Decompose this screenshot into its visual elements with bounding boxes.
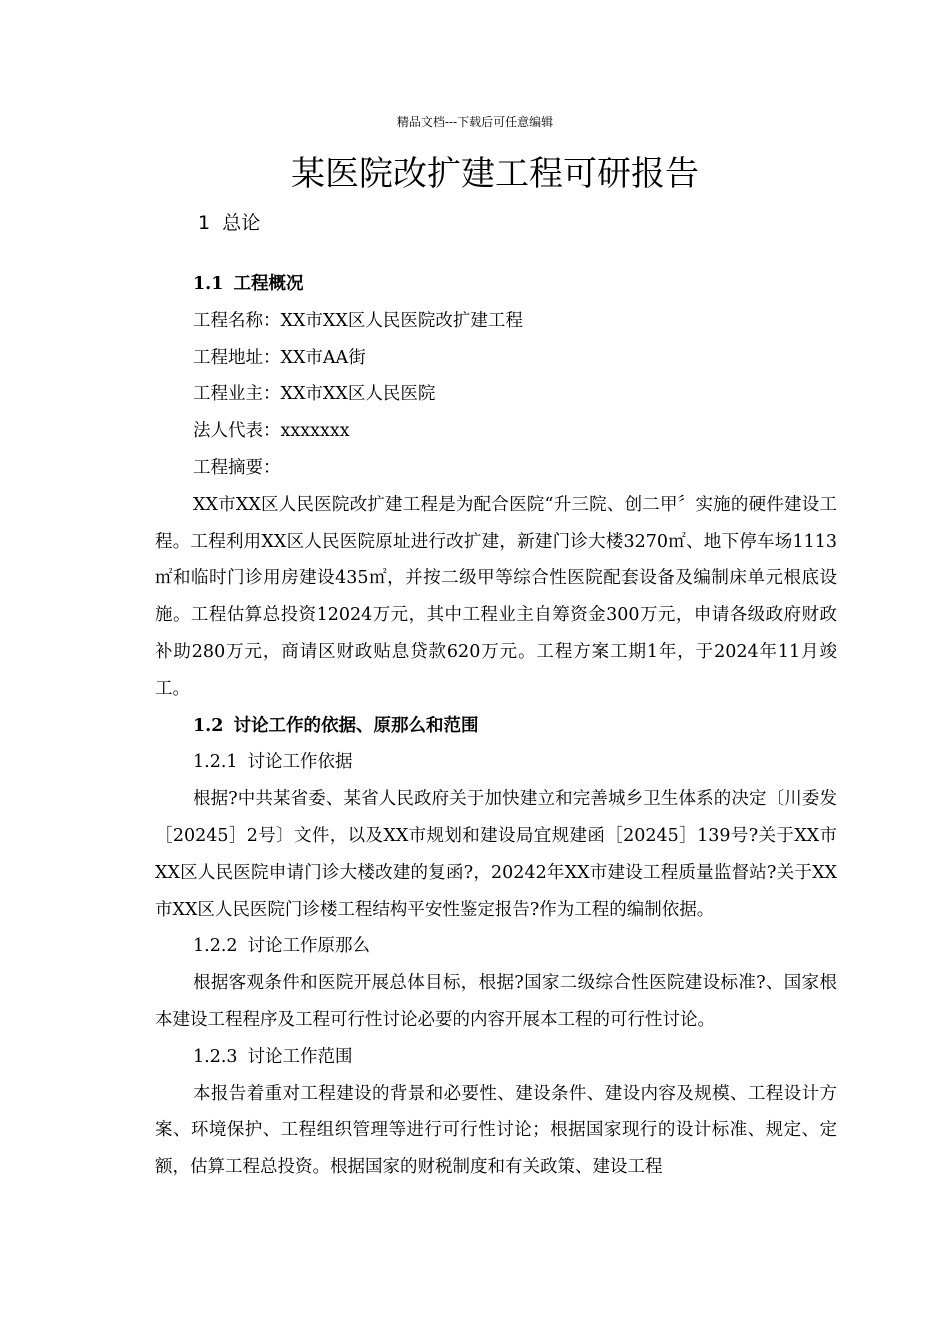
subsection-title: 讨论工作依据	[247, 752, 353, 773]
section-heading-1-2	[155, 708, 837, 745]
project-owner-line: 工程业主：XX市XX区人民医院	[193, 384, 436, 405]
project-address-line: 工程地址：XX市AA街	[193, 347, 366, 368]
project-name-line: 工程名称：XX市XX区人民医院改扩建工程	[193, 310, 523, 331]
chapter-heading	[198, 208, 260, 238]
subsection-title: 讨论工作原那么	[247, 936, 371, 957]
section-number: 1.1	[193, 274, 224, 294]
subsection-heading-1-2-1	[155, 744, 837, 781]
subsection-number: 1.2.3	[193, 1046, 238, 1067]
chapter-number: 1	[198, 212, 211, 234]
subsection-heading-1-2-2	[155, 928, 837, 965]
section-title: 讨论工作的依据、原那么和范围	[233, 715, 479, 736]
subsection-title: 讨论工作范围	[247, 1046, 353, 1067]
scope-paragraph: 本报告着重对工程建设的背景和必要性、建设条件、建设内容及规模、工程设计方案、环境保护、工程组织管理等进行可行性讨论；根据国家现行的设计标准、规定、定额，估算工程总投资。根据国家的财税制度和有关政策、建设工程	[155, 1083, 837, 1178]
principle-paragraph: 根据客观条件和医院开展总体目标，根据?国家二级综合性医院建设标准?、国家根本建设工程程序及工程可行性讨论必要的内容开展本工程的可行性讨论。	[155, 973, 837, 1030]
section-title: 工程概况	[233, 274, 304, 294]
basis-paragraph: 根据?中共某省委、某省人民政府关于加快建立和完善城乡卫生体系的决定〔川委发［20245］2号〕文件，以及XX市规划和建设局宜规建函［20245］139号?关于XX市XX区人民医院申请门诊大楼改建的复函?，20242年XX市建设工程质量监督站?关于XX市XX区人民医院门诊楼工程结构平安性鉴定报告?作为工程的编制依据。	[155, 789, 837, 920]
subsection-heading-1-2-3	[155, 1039, 837, 1076]
legal-representative-line: 法人代表：xxxxxxx	[193, 421, 350, 442]
subsection-number: 1.2.1	[193, 752, 238, 773]
document-body	[155, 266, 837, 1186]
subsection-number: 1.2.2	[193, 936, 238, 957]
header-note: 精品文档---下载后可任意编辑	[396, 115, 554, 129]
section-number: 1.2	[193, 715, 224, 736]
document-title: 某医院改扩建工程可研报告	[291, 154, 699, 194]
project-summary-paragraph: XX市XX区人民医院改扩建工程是为配合医院“升三院、创二甲〞实施的硬件建设工程。工程利用XX区人民医院原址进行改扩建，新建门诊大楼3270㎡、地下停车场1113㎡和临时门诊用房建设435㎡，并按二级甲等综合性医院配套设备及编制床单元根底设施。工程估算总投资12024万元，其中工程业主自筹资金300万元，申请各级政府财政补助280万元，商请区财政贴息贷款620万元。工程方案工期1年，于2024年11月竣工。	[155, 494, 837, 699]
project-summary-label: 工程摘要：	[193, 457, 281, 478]
chapter-title: 总论	[222, 212, 261, 234]
section-heading-1-1	[155, 266, 837, 303]
